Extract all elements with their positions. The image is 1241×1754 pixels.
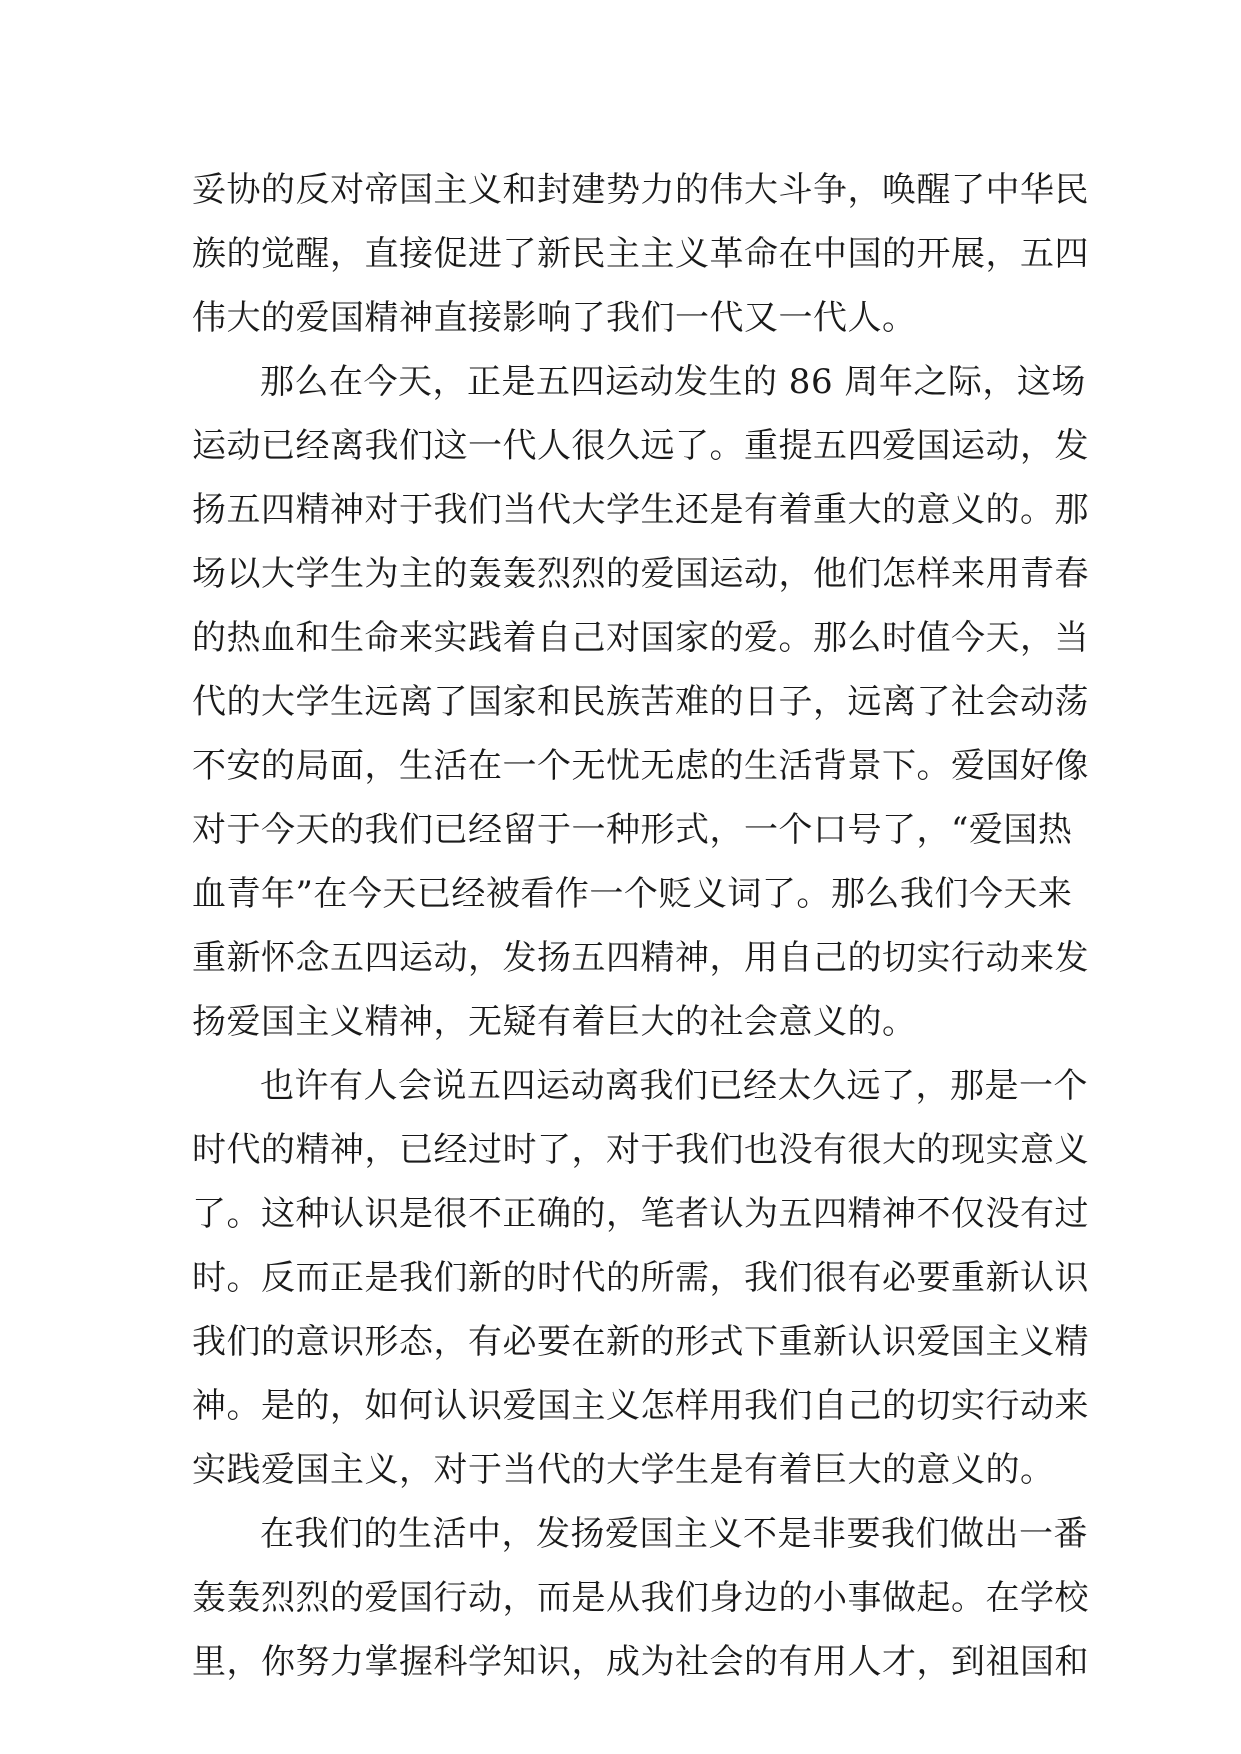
text-line: 时代的精神，已经过时了，对于我们也没有很大的现实意义 xyxy=(192,1130,1089,1170)
paragraph-first-line: 也许有人会说五四运动离我们已经太久远了，那是一个 xyxy=(260,1066,1088,1106)
text-line: 妥协的反对帝国主义和封建势力的伟大斗争，唤醒了中华民 xyxy=(192,170,1089,210)
text-line: 代的大学生远离了国家和民族苦难的日子，远离了社会动荡 xyxy=(192,682,1089,722)
text-line: 扬五四精神对于我们当代大学生还是有着重大的意义的。那 xyxy=(192,490,1089,530)
paragraph-first-line: 在我们的生活中，发扬爱国主义不是非要我们做出一番 xyxy=(260,1514,1088,1554)
text-line: 神。是的，如何认识爱国主义怎样用我们自己的切实行动来 xyxy=(192,1386,1089,1426)
text-line: 实践爱国主义，对于当代的大学生是有着巨大的意义的。 xyxy=(192,1450,1055,1490)
body-text xyxy=(192,158,1089,1694)
text-line: 了。这种认识是很不正确的，笔者认为五四精神不仅没有过 xyxy=(192,1194,1089,1234)
text-line: 的热血和生命来实践着自己对国家的爱。那么时值今天，当 xyxy=(192,618,1089,658)
text-line: 我们的意识形态，有必要在新的形式下重新认识爱国主义精 xyxy=(192,1322,1089,1362)
text-line: 重新怀念五四运动，发扬五四精神，用自己的切实行动来发 xyxy=(192,938,1089,978)
paragraph-first-line: 那么在今天，正是五四运动发生的 86 周年之际，这场 xyxy=(260,362,1086,402)
text-line: 血青年”在今天已经被看作一个贬义词了。那么我们今天来 xyxy=(192,874,1073,914)
text-line: 场以大学生为主的轰轰烈烈的爱国运动，他们怎样来用青春 xyxy=(192,554,1089,594)
text-line: 族的觉醒，直接促进了新民主主义革命在中国的开展，五四 xyxy=(192,234,1089,274)
text-line: 扬爱国主义精神，无疑有着巨大的社会意义的。 xyxy=(192,1002,917,1042)
text-line: 轰轰烈烈的爱国行动，而是从我们身边的小事做起。在学校 xyxy=(192,1578,1089,1618)
text-line: 伟大的爱国精神直接影响了我们一代又一代人。 xyxy=(192,298,917,338)
text-line: 对于今天的我们已经留于一种形式，一个口号了，“爱国热 xyxy=(192,810,1073,850)
text-line: 里，你努力掌握科学知识，成为社会的有用人才，到祖国和 xyxy=(192,1642,1089,1682)
text-line: 时。反而正是我们新的时代的所需，我们很有必要重新认识 xyxy=(192,1258,1089,1298)
text-line: 不安的局面，生活在一个无忧无虑的生活背景下。爱国好像 xyxy=(192,746,1089,786)
text-line: 运动已经离我们这一代人很久远了。重提五四爱国运动，发 xyxy=(192,426,1089,466)
